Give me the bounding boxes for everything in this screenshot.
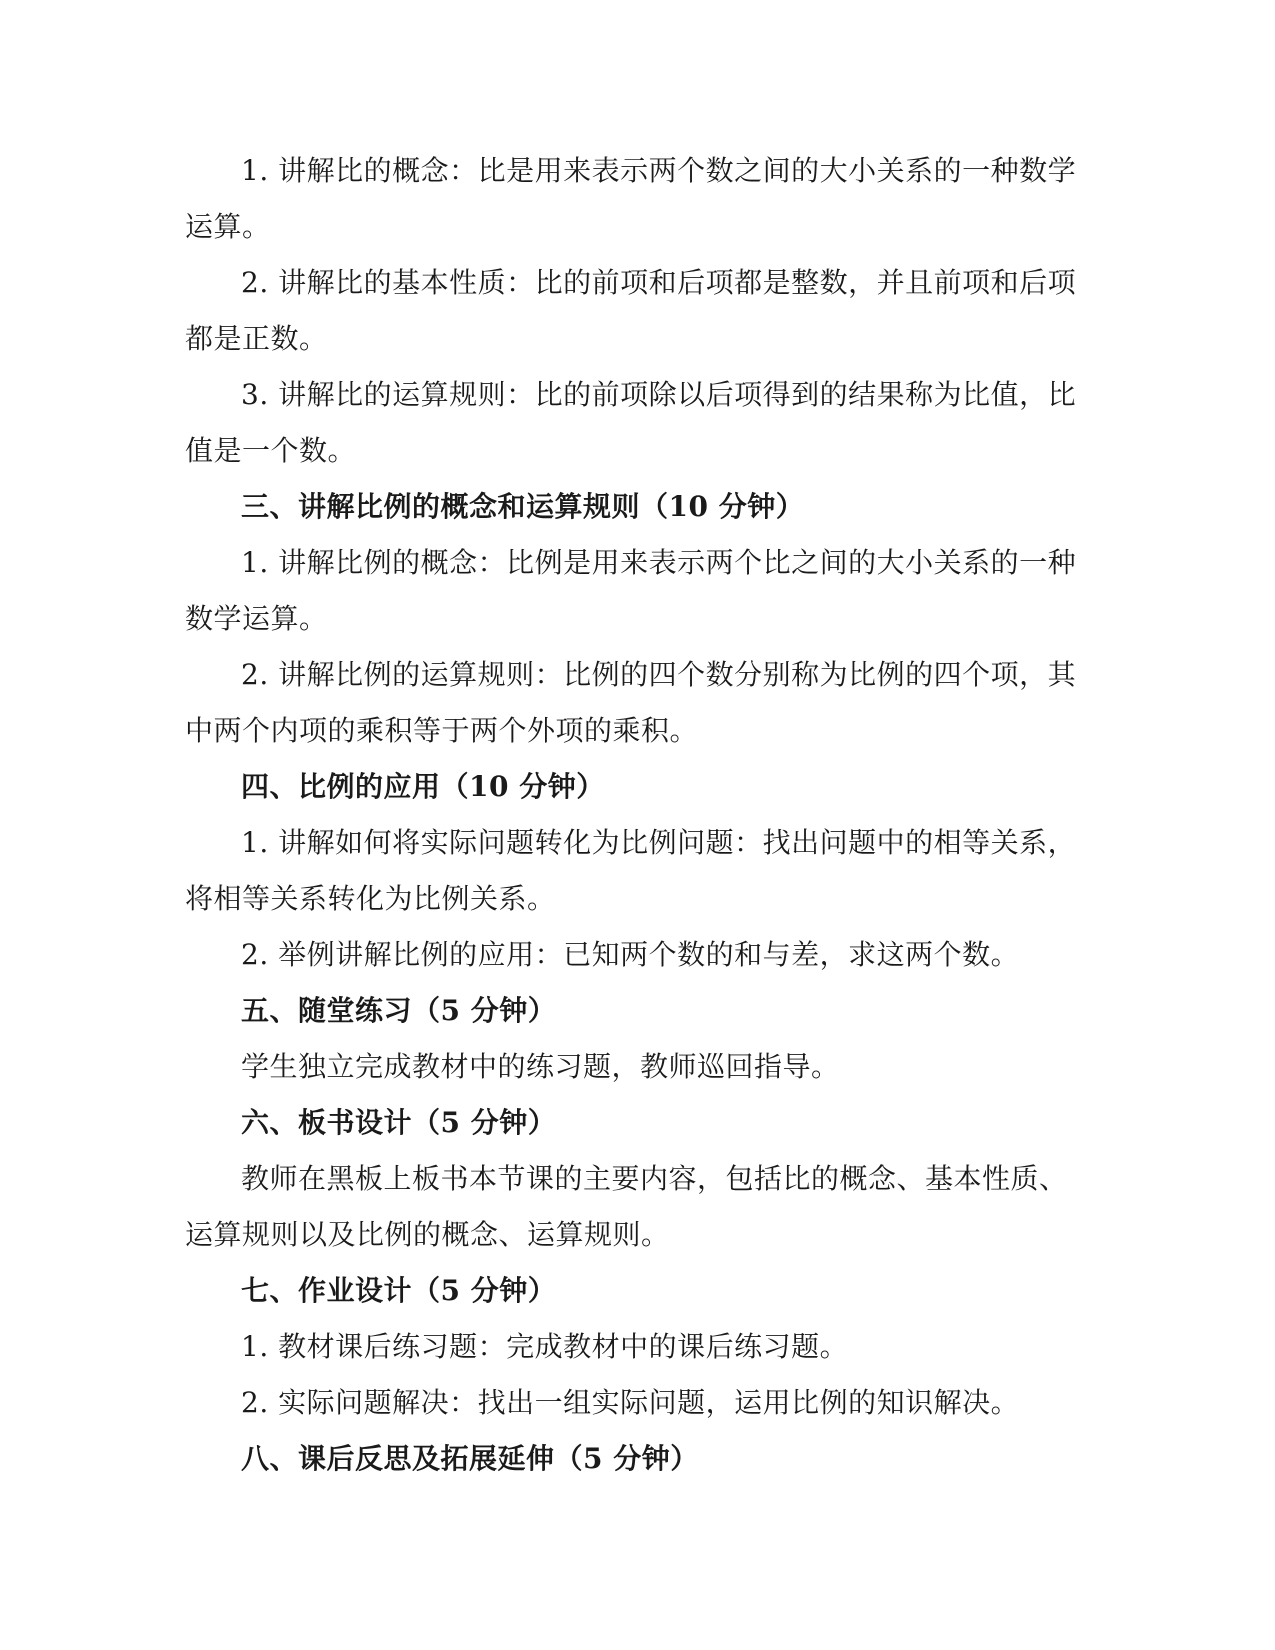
paragraph-proportion-conversion: 1. 讲解如何将实际问题转化为比例问题：找出问题中的相等关系，将相等关系转化为比例关系。 <box>185 826 1077 915</box>
paragraph-homework-2: 2. 实际问题解决：找出一组实际问题，运用比例的知识解决。 <box>241 1386 1020 1419</box>
heading-section-7: 七、作业设计（5 分钟） <box>241 1274 557 1307</box>
heading-section-8: 八、课后反思及拓展延伸（5 分钟） <box>241 1442 699 1475</box>
heading-section-4: 四、比例的应用（10 分钟） <box>241 770 605 803</box>
heading-section-3: 三、讲解比例的概念和运算规则（10 分钟） <box>241 490 805 523</box>
paragraph-ratio-concept: 1. 讲解比的概念：比是用来表示两个数之间的大小关系的一种数学运算。 <box>185 154 1077 243</box>
heading-section-5: 五、随堂练习（5 分钟） <box>241 994 557 1027</box>
paragraph-board-design: 教师在黑板上板书本节课的主要内容，包括比的概念、基本性质、运算规则以及比例的概念、运算规则。 <box>185 1162 1068 1251</box>
paragraph-proportion-example: 2. 举例讲解比例的应用：已知两个数的和与差，求这两个数。 <box>241 938 1020 971</box>
paragraph-practice: 学生独立完成教材中的练习题，教师巡回指导。 <box>241 1050 840 1083</box>
document-body <box>185 143 1085 1487</box>
paragraph-proportion-concept: 1. 讲解比例的概念：比例是用来表示两个比之间的大小关系的一种数学运算。 <box>185 546 1077 635</box>
paragraph-ratio-properties: 2. 讲解比的基本性质：比的前项和后项都是整数，并且前项和后项都是正数。 <box>185 266 1077 355</box>
paragraph-ratio-rules: 3. 讲解比的运算规则：比的前项除以后项得到的结果称为比值，比值是一个数。 <box>185 378 1077 467</box>
paragraph-homework-1: 1. 教材课后练习题：完成教材中的课后练习题。 <box>241 1330 849 1363</box>
paragraph-proportion-rules: 2. 讲解比例的运算规则：比例的四个数分别称为比例的四个项，其中两个内项的乘积等于两个外项的乘积。 <box>185 658 1077 747</box>
heading-section-6: 六、板书设计（5 分钟） <box>241 1106 557 1139</box>
